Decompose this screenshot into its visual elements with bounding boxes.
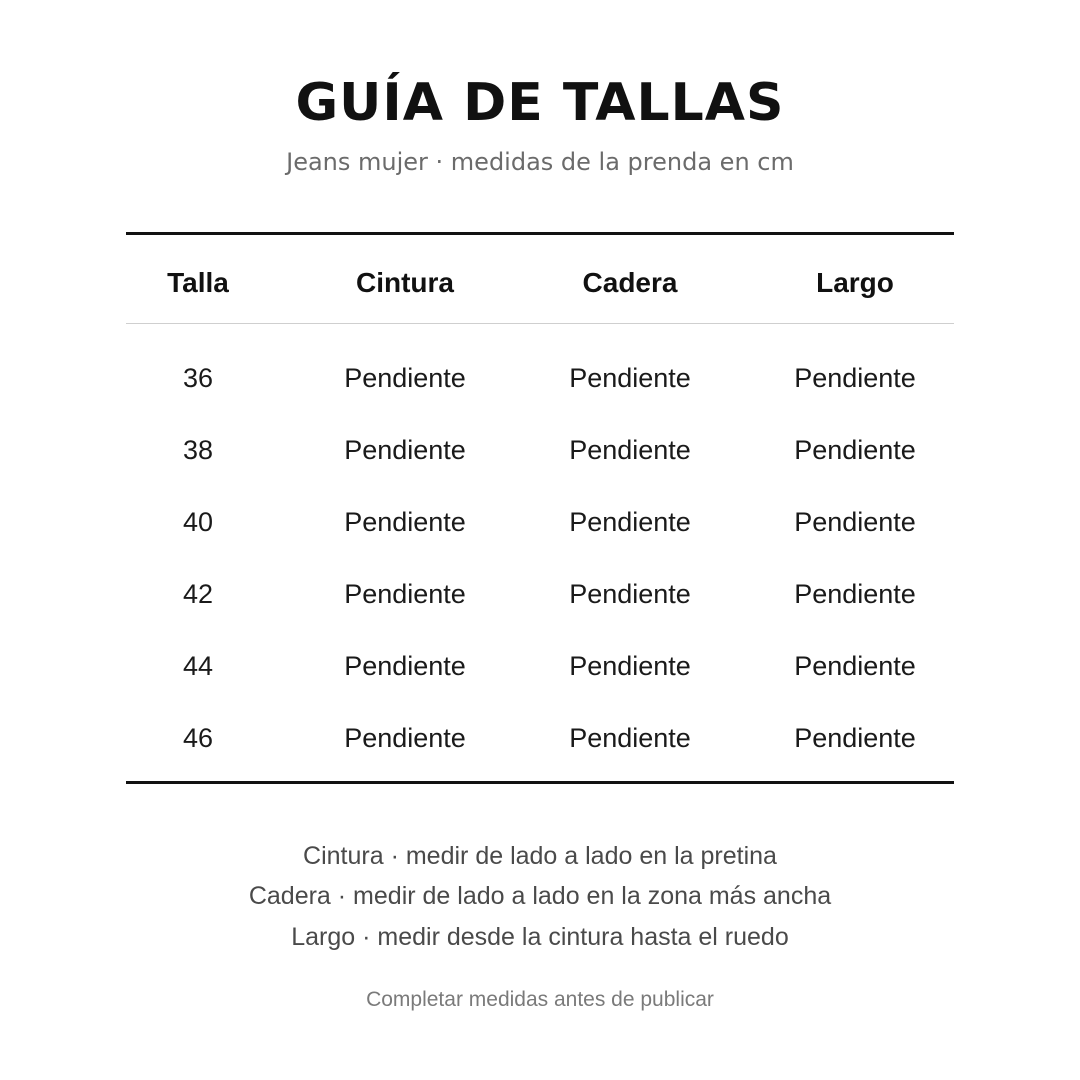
- note-cintura: Cintura · medir de lado a lado en la pretina: [303, 842, 777, 870]
- size-cell: 36: [182, 363, 214, 393]
- length-cell: Pendiente: [794, 507, 916, 537]
- waist-cell: Pendiente: [344, 579, 466, 609]
- size-cell: 42: [182, 579, 214, 609]
- hip-cell: Pendiente: [569, 579, 691, 609]
- hip-cell: Pendiente: [569, 435, 691, 465]
- table-header-divider: [126, 323, 954, 324]
- note-largo: Largo · medir desde la cintura hasta el ruedo: [291, 923, 789, 951]
- waist-cell: Pendiente: [344, 723, 466, 753]
- length-cell: Pendiente: [794, 579, 916, 609]
- column-header-talla: Talla: [167, 267, 229, 298]
- waist-cell: Pendiente: [344, 435, 466, 465]
- size-cell: 46: [182, 723, 214, 753]
- length-cell: Pendiente: [794, 435, 916, 465]
- hip-cell: Pendiente: [569, 651, 691, 681]
- table-bottom-rule: [126, 781, 954, 784]
- size-cell: 38: [182, 435, 214, 465]
- column-header-cadera: Cadera: [582, 267, 678, 298]
- waist-cell: Pendiente: [344, 651, 466, 681]
- size-cell: 40: [182, 507, 214, 537]
- hip-cell: Pendiente: [569, 507, 691, 537]
- page-title: GUÍA DE TALLAS: [295, 73, 785, 133]
- note-cadera: Cadera · medir de lado a lado en la zona más ancha: [248, 882, 832, 910]
- table-top-rule: [126, 232, 954, 235]
- column-header-cintura: Cintura: [356, 267, 454, 298]
- hip-cell: Pendiente: [569, 723, 691, 753]
- waist-cell: Pendiente: [344, 507, 466, 537]
- page-subtitle: Jeans mujer · medidas de la prenda en cm: [286, 148, 794, 176]
- waist-cell: Pendiente: [344, 363, 466, 393]
- length-cell: Pendiente: [794, 723, 916, 753]
- column-header-largo: Largo: [816, 267, 894, 298]
- size-cell: 44: [182, 651, 214, 681]
- footer-note: Completar medidas antes de publicar: [366, 988, 714, 1011]
- length-cell: Pendiente: [794, 363, 916, 393]
- length-cell: Pendiente: [794, 651, 916, 681]
- hip-cell: Pendiente: [569, 363, 691, 393]
